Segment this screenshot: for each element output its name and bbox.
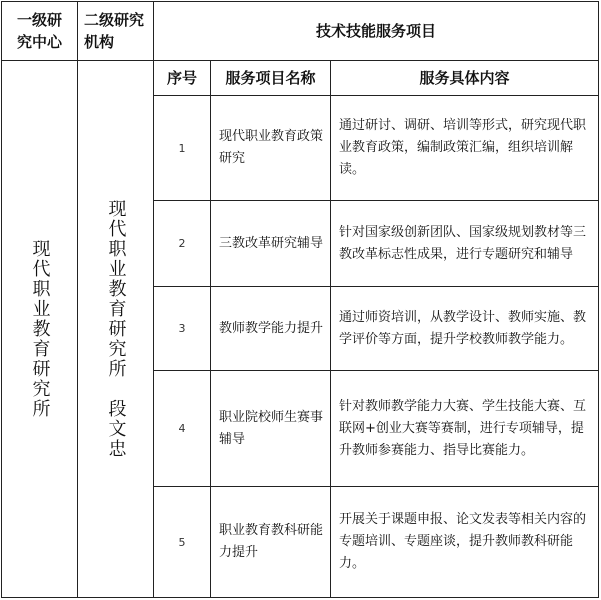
row5-service-name (211, 487, 330, 597)
row4-service-content-text: 针对教师教学能力大赛、学生技能大赛、互联网+创业大赛等赛制，进行专项辅导，提升教师参赛能力、指导比赛能力。 (339, 398, 587, 458)
header-service-content (331, 61, 598, 95)
header-service-projects-text: 技术技能服务项目 (315, 22, 436, 40)
row4-number (154, 371, 210, 486)
header-service-name (211, 61, 330, 95)
table-border-right (598, 1, 599, 598)
row5-service-content (331, 487, 598, 597)
row2-number (154, 201, 210, 286)
row2-service-name (211, 201, 330, 286)
row4-number-text: 4 (178, 422, 186, 435)
row5-number-text: 5 (178, 535, 186, 549)
header-level1-center (2, 2, 77, 60)
level2-institute-cell (78, 61, 153, 597)
header-seq-text: 序号 (166, 69, 197, 87)
row3-number-text: 3 (178, 322, 186, 335)
header-level2-institute (78, 2, 153, 60)
row1-number-text: 1 (178, 141, 186, 155)
row2-service-content (331, 201, 598, 286)
row3-number (154, 287, 210, 370)
header-level2-institute-text: 二级研究机构 (84, 11, 145, 51)
level1-center-cell (2, 61, 77, 597)
row3-service-name (211, 287, 330, 370)
header-service-content-text: 服务具体内容 (419, 69, 510, 87)
row3-service-name-text: 教师教学能力提升 (219, 320, 324, 336)
row4-service-name-text: 职业院校师生赛事辅导 (219, 409, 324, 447)
level1-center-name: 现代职业教育研究所 (29, 239, 51, 419)
row5-service-name-text: 职业教育教科研能力提升 (219, 523, 324, 560)
row1-service-content-text: 通过研讨、调研、培训等形式，研究现代职业教育政策，编制政策汇编，组织培训解读。 (339, 118, 587, 177)
header-level1-center-text: 一级研究中心 (16, 11, 62, 51)
table-border-bottom (1, 597, 599, 598)
row2-number-text: 2 (178, 237, 186, 250)
header-seq (154, 61, 210, 95)
row1-service-name-text: 现代职业教育政策研究 (219, 129, 324, 166)
row2-service-content-text: 针对国家级创新团队、国家级规划教材等三教改革标志性成果，进行专题研究和辅导 (339, 224, 587, 262)
row2-service-name-text: 三教改革研究辅导 (219, 235, 324, 251)
level2-institute-name: 现代职业教育研究所 段文忠 (105, 199, 127, 459)
row3-service-content (331, 287, 598, 370)
row3-service-content-text: 通过师资培训，从教学设计、教师实施、教学评价等方面，提升学校教师教学能力。 (339, 309, 587, 347)
row1-service-content (331, 96, 598, 200)
row5-number (154, 487, 210, 597)
row1-number (154, 96, 210, 200)
header-service-name-text: 服务项目名称 (225, 69, 316, 87)
row4-service-name (211, 371, 330, 486)
header-service-projects (154, 2, 598, 60)
row5-service-content-text: 开展关于课题申报、论文发表等相关内容的专题培训、专题座谈，提升教师教科研能力。 (339, 512, 587, 571)
row4-service-content (331, 371, 598, 486)
row1-service-name (211, 96, 330, 200)
